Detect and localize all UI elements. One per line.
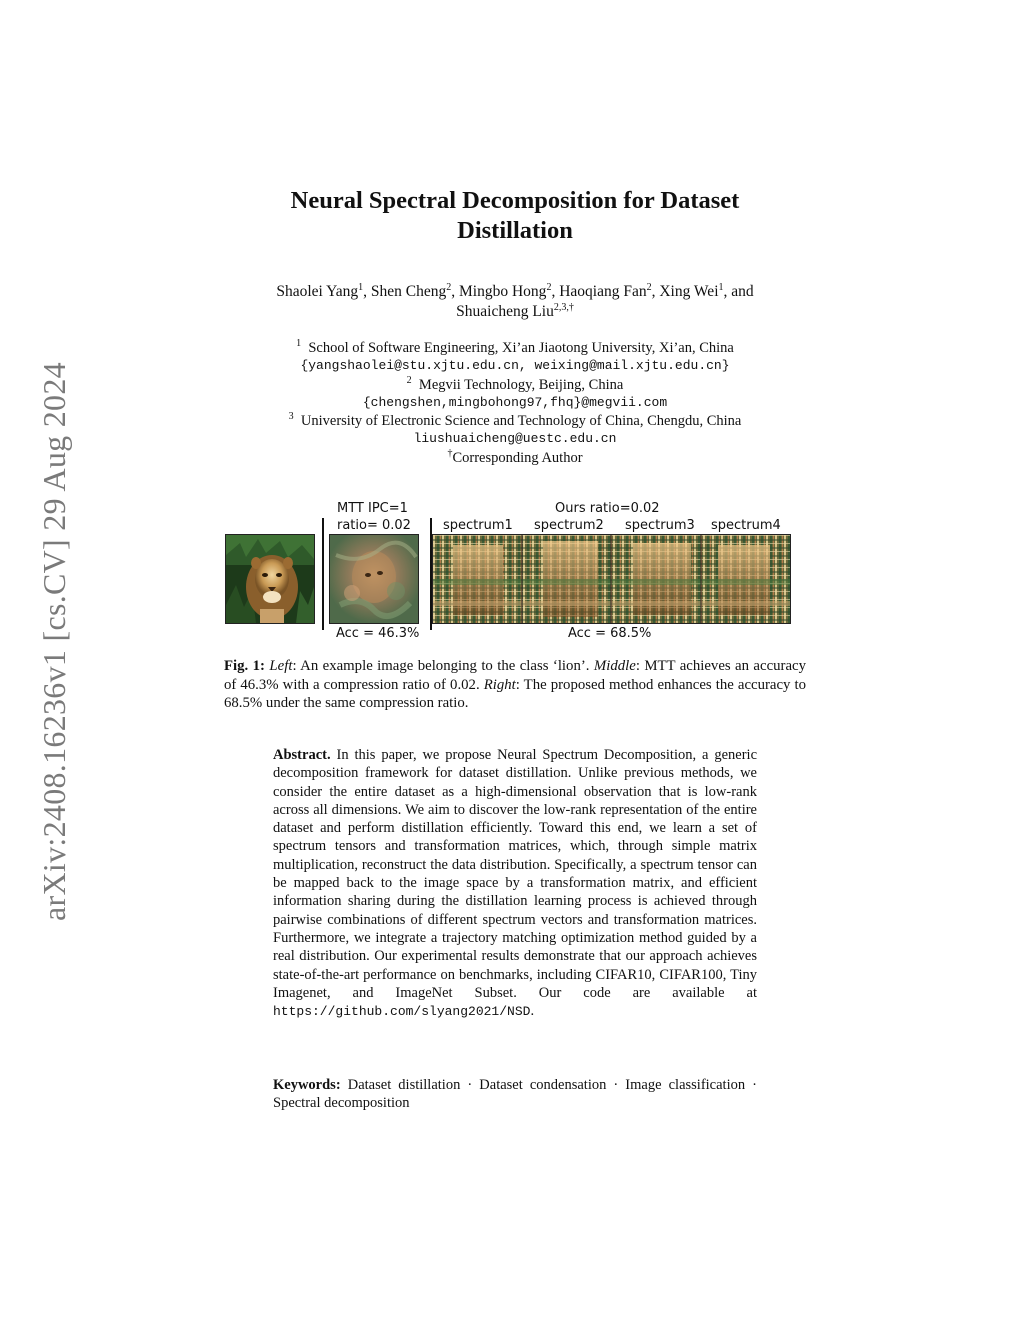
caption-text: : The proposed method enhances the accuracy to 68.5% under the same compression ratio. xyxy=(224,676,807,711)
affil-number: 2 xyxy=(406,374,412,386)
author-name: Xing Wei xyxy=(659,283,719,300)
email-line: {yangshaolei@stu.xjtu.edu.cn, weixing@mail.xjtu.edu.cn} xyxy=(300,358,730,374)
title-line-2: Distillation xyxy=(457,217,573,244)
mtt-ipc-label: MTT IPC=1 xyxy=(337,501,408,516)
keywords xyxy=(273,1076,757,1113)
mtt-accuracy-label: Acc = 46.3% xyxy=(336,626,420,641)
ours-spectrum-strip xyxy=(432,534,791,624)
figure-1 xyxy=(224,498,794,644)
title-line-1: Neural Spectral Decomposition for Dataset xyxy=(290,187,740,214)
mtt-synthetic-image xyxy=(329,534,419,624)
author-name: Haoqiang Fan xyxy=(559,283,647,300)
author-affil-mark: 2 xyxy=(446,281,452,293)
code-link[interactable]: https://github.com/slyang2021/NSD xyxy=(273,1004,531,1020)
author-conjunction: and xyxy=(731,283,754,300)
ours-ratio-label: Ours ratio=0.02 xyxy=(555,501,660,516)
arxiv-id-text: arXiv:2408.16236v1 [cs.CV] 29 Aug 2024 xyxy=(35,361,72,921)
caption-middle-word: Middle xyxy=(593,658,636,674)
lion-image xyxy=(225,534,315,624)
abstract-label: Abstract. xyxy=(273,747,331,763)
divider-line xyxy=(322,518,324,630)
arxiv-watermark xyxy=(30,346,78,936)
affiliation-name: Megvii Technology, Beijing, China xyxy=(418,376,624,393)
affiliation-name: University of Electronic Science and Technology of China, Chengdu, China xyxy=(300,413,742,430)
ours-accuracy-label: Acc = 68.5% xyxy=(568,626,652,641)
spectrum-label: spectrum2 xyxy=(534,518,604,533)
author-list: Shaolei Yang$^1$, Shen Cheng$^2$, Mingbo Hong$^2$, Haoqiang Fan$^2$, Xing Wei$^1$, and Shuaicheng Liu$^{2,3,\dagger}$ xyxy=(276,281,754,320)
email-line: liushuaicheng@uestc.edu.cn xyxy=(413,431,617,447)
spectrum-label: spectrum1 xyxy=(443,518,513,533)
corresponding-label: Corresponding Author xyxy=(452,449,583,466)
keywords-text: Dataset distillation · Dataset condensation · Image classification · Spectral decomposition xyxy=(273,1077,757,1112)
email-line: {chengshen,mingbohong97,fhq}@megvii.com xyxy=(362,394,668,410)
corresponding-note xyxy=(200,449,830,467)
author-affil-mark: 1 xyxy=(718,281,724,293)
caption-text: : MTT achieves an accuracy of 46.3% with a compression ratio of 0.02. xyxy=(224,658,806,693)
affiliation-name: School of Software Engineering, Xi’an Jiaotong University, Xi’an, China xyxy=(308,340,734,356)
affiliation-3 xyxy=(200,412,830,430)
author-affil-mark: 2,3,† xyxy=(553,301,574,313)
author-name: Shaolei Yang xyxy=(276,283,359,300)
abstract-text: In this paper, we propose Neural Spectrum Decomposition, a generic decomposition framework for dataset distillation. Unlike previous methods, we consider the entire dataset as a high-dimensional observation that is low-rank across all dimensions. We aim to discover the low-rank representation of the entire dataset and perform distillation efficiently. Toward this end, we learn a set of spectrum tensors and transformation matrices, which, through simple matrix multiplication, reconstruct the data distribution. Specifically, a spectrum tensor can be mapped back to the image space by a transformation matrix, and efficient information sharing during the distillation learning process is achieved through pairwise combinations of different spectrum vectors and transformation matrices. Furthermore, we integrate a trajectory matching optimization method guided by a real distribution. Our experimental results demonstrate that our approach achieves state-of-the-art performance on benchmarks, including CIFAR10, CIFAR100, Tiny Imagenet, and ImageNet Subset. Our code are available at xyxy=(273,747,758,1001)
caption-right-word: Right xyxy=(483,676,516,693)
affiliation-1 xyxy=(200,339,830,357)
abstract xyxy=(273,746,757,1021)
author-name: Shen Cheng xyxy=(370,283,447,300)
affiliations xyxy=(200,339,830,467)
affil-number: 3 xyxy=(288,411,294,423)
abstract-end: . xyxy=(530,1003,535,1020)
author-name: Shuaicheng Liu xyxy=(456,303,554,320)
affiliation-2 xyxy=(200,376,830,394)
author-affil-mark: 2 xyxy=(646,281,652,293)
caption-left-word: Left xyxy=(269,658,293,674)
mtt-ratio-label: ratio= 0.02 xyxy=(337,518,411,533)
author-name: Mingbo Hong xyxy=(459,283,547,300)
spectrum-label: spectrum3 xyxy=(625,518,695,533)
paper-title xyxy=(200,186,830,246)
caption-text: : An example image belonging to the class ‘lion’. xyxy=(292,658,594,674)
author-affil-mark: 1 xyxy=(358,281,364,293)
keywords-label: Keywords: xyxy=(273,1077,341,1093)
affil-number: 1 xyxy=(296,338,302,350)
dagger-mark: † xyxy=(447,447,453,459)
author-affil-mark: 2 xyxy=(546,281,552,293)
caption-label: Fig. 1: xyxy=(224,658,265,674)
spectrum-label: spectrum4 xyxy=(711,518,781,533)
figure-caption xyxy=(224,657,806,713)
